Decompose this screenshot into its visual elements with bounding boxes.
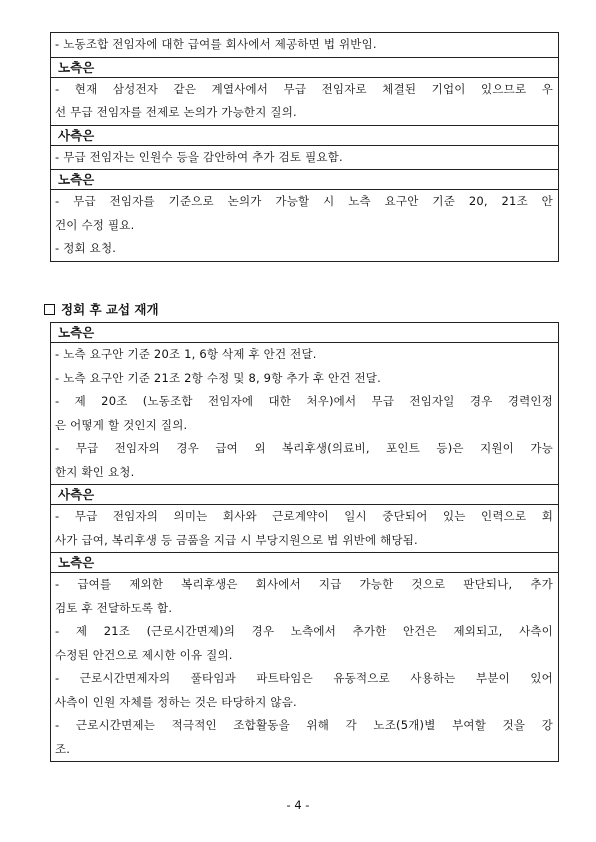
- content-line: 사가 급여, 복리후생 등 금품을 지급 시 부당지원으로 법 위반에 해당됨.: [55, 532, 418, 547]
- minutes-table-resumed: [50, 322, 559, 762]
- content-cell: [51, 190, 558, 262]
- content-line: - 근로시간면제자의 풀타임과 파트타임은 유동적으로 사용하는 부분이 있어: [55, 671, 553, 685]
- content-line: 선 무급 전임자를 전제로 논의가 가능한지 질의.: [55, 105, 297, 119]
- content-line: - 노측 요구안 기준 20조 1, 6항 삭제 후 안건 전달.: [55, 347, 317, 361]
- content-cell: [51, 33, 558, 58]
- content-cell: [51, 505, 558, 553]
- speaker-label-union: 노측은: [51, 323, 558, 343]
- content-line: - 정회 요청.: [55, 241, 117, 255]
- page-number: - 4 -: [286, 798, 310, 812]
- content-line: - 노동조합 전임자에 대한 급여를 회사에서 제공하면 법 위반임.: [55, 37, 377, 51]
- section-heading: [44, 300, 159, 318]
- content-line: 수정된 안건으로 제시한 이유 질의.: [55, 647, 233, 662]
- content-line: - 제 20조 (노동조합 전임자에 대한 처우)에서 무급 전임자일 경우 경력인정: [55, 394, 553, 408]
- content-line: - 현재 삼성전자 같은 계열사에서 무급 전임자로 체결된 기업이 있으므로 우: [55, 81, 553, 96]
- content-cell: [51, 343, 558, 485]
- content-cell: [51, 146, 558, 171]
- speaker-label-union: 노측은: [51, 553, 558, 573]
- content-line: 검토 후 전달하도록 함.: [55, 600, 173, 615]
- speaker-label-union: 노측은: [51, 170, 558, 190]
- content-cell: [51, 573, 558, 762]
- minutes-table-continued: [50, 32, 559, 262]
- checkbox-bullet-icon: [44, 304, 55, 315]
- content-line: - 무급 전임자의 의미는 회사와 근로계약이 일시 중단되어 있는 인력으로 회: [55, 509, 553, 523]
- content-line: - 근로시간면제는 적극적인 조합활동을 위해 각 노조(5개)별 부여할 것을 강: [55, 718, 553, 732]
- speaker-label-company: 사측은: [51, 126, 558, 146]
- content-line: 조.: [55, 741, 71, 756]
- speaker-label-company: 사측은: [51, 485, 558, 505]
- content-line: 한지 확인 요청.: [55, 464, 135, 479]
- content-line: - 무급 전임자의 경우 급여 외 복리후생(의료비, 포인트 등)은 지원이 가능: [55, 441, 553, 455]
- content-line: - 무급 전임자를 기준으로 논의가 가능할 시 노측 요구안 기준 20, 21조 안: [55, 194, 553, 208]
- content-line: 은 어떻게 할 것인지 질의.: [55, 417, 188, 432]
- content-cell: [51, 78, 558, 126]
- section-heading-text: 정회 후 교섭 재개: [61, 302, 159, 317]
- content-line: 사측이 인원 자체를 정하는 것은 타당하지 않음.: [55, 694, 297, 709]
- content-line: - 무급 전임자는 인원수 등을 감안하여 추가 검토 필요함.: [55, 149, 343, 164]
- content-line: 건이 수정 필요.: [55, 217, 135, 232]
- content-line: - 제 21조 (근로시간면제)의 경우 노측에서 추가한 안건은 제외되고, 사측이: [55, 624, 553, 638]
- content-line: - 급여를 제외한 복리후생은 회사에서 지급 가능한 것으로 판단되나, 추가: [55, 577, 553, 591]
- content-line: - 노측 요구안 기준 21조 2항 수정 및 8, 9항 추가 후 안건 전달.: [55, 370, 381, 385]
- speaker-label-union: 노측은: [51, 58, 558, 78]
